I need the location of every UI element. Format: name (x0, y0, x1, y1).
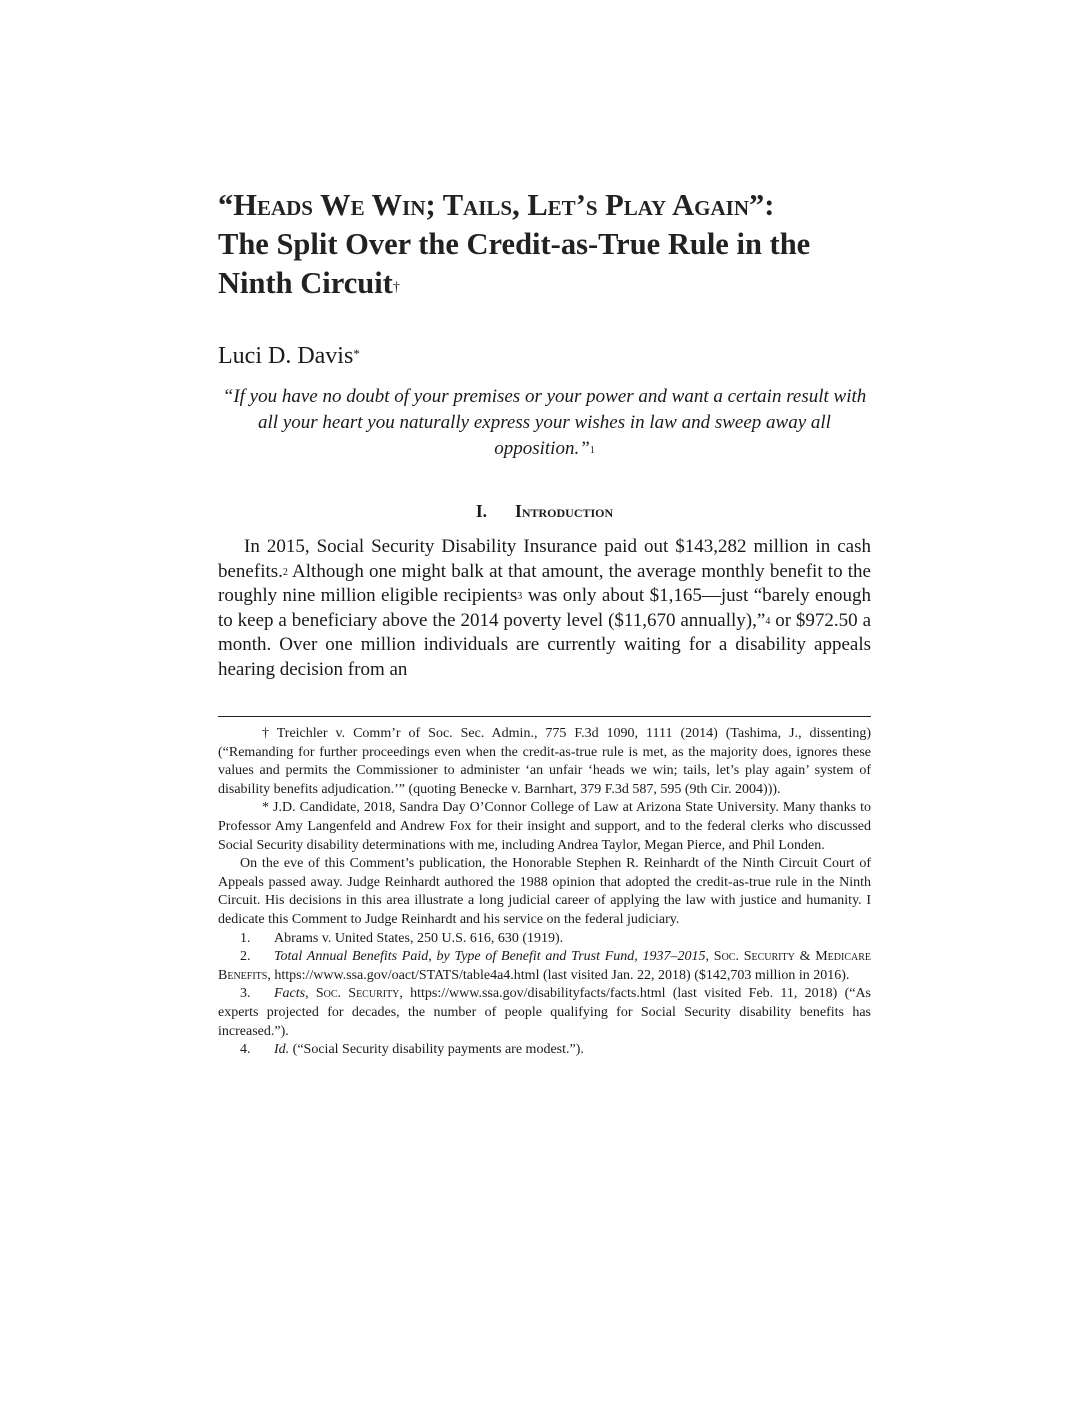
footnote-ref-4: 4 (765, 615, 771, 627)
body-text-1: In 2015, Social Security Disability Insurance paid out $143,282 million in cash benefits. (218, 536, 871, 582)
footnote-3-source: Soc. Security (315, 986, 400, 1002)
footnote-4 (218, 1041, 871, 1060)
title-line-3: Ninth Circuit (218, 266, 393, 300)
article-title (218, 186, 871, 303)
body-text-3: was only about $1,165—just “barely enough to keep a beneficiary above the 2014 poverty level ($11,670 annually),” (218, 585, 871, 631)
section-title: Introduction (515, 501, 614, 521)
body-paragraph (218, 535, 871, 683)
epigraph (218, 384, 871, 462)
footnotes (218, 725, 871, 1060)
footnote-2-text: , https://www.ssa.gov/oact/STATS/table4a4.html (last visited Jan. 22, 2018) ($142,703 million in 2016). (267, 967, 850, 983)
footnote-1 (218, 930, 871, 949)
body-text-2: Although one might balk at that amount, the average monthly benefit to the roughly nine million eligible recipients (218, 560, 871, 607)
title-line-1: “Heads We Win; Tails, Let’s Play Again”: (218, 188, 775, 222)
body-text-4: or $972.50 a month. Over one million individuals are currently waiting for a disability appeals hearing decision from an (218, 609, 872, 680)
title-footnote-mark: † (392, 280, 400, 295)
author-footnote-mark: * (353, 346, 360, 361)
footnote-star-continued: On the eve of this Comment’s publication, the Honorable Stephen R. Reinhardt of the Ninth Circuit Court of Appeals passed away. Judge Reinhardt authored the 1988 opinion that adopted the credit-as-true rule in the Ninth Circuit. His decisions in this area illustrate a long judicial career of applying the law with justice and humanity. I dedicate this Comment to Judge Reinhardt and his service on the federal judiciary. (218, 856, 871, 927)
footnote-2-source: Soc. Security & Medicare Benefits (218, 949, 871, 983)
footnote-4-id: Id. (274, 1042, 290, 1058)
footnote-star-mark: * (262, 800, 269, 816)
author-name: Luci D. Davis (218, 343, 354, 369)
epigraph-text: “If you have no doubt of your premises or your power and want a certain result with all your heart you naturally express your wishes in law and sweep away all opposition.” (222, 386, 867, 459)
footnote-1-text: Abrams v. United States, 250 U.S. 616, 630 (1919). (274, 930, 564, 946)
footnote-dagger-text: Treichler v. Comm’r of Soc. Sec. Admin., 775 F.3d 1090, 1111 (2014) (Tashima, J., dissenting) (“Remanding for further proceedings even when the credit-as-true rule is met, as the majority does, ignores these values and permits the Commissioner to administer ‘an unfair ‘heads we win; tails, let’s play again’ system of disability benefits adjudication.’” (quoting Benecke v. Barnhart, 379 F.3d 587, 595 (9th Cir. 2004))). (218, 726, 871, 797)
footnote-3-text: , https://www.ssa.gov/disabilityfacts/facts.html (last visited Feb. 11, 2018) (“As experts projected for decades, the number of people qualifying for Social Security disability benefits has increased.”). (218, 986, 871, 1039)
footnote-divider (218, 716, 871, 717)
footnote-4-text: (“Social Security disability payments are modest.”). (289, 1042, 584, 1058)
author-byline (218, 342, 360, 370)
footnote-3-number: 3. (240, 986, 251, 1002)
footnote-star-text: J.D. Candidate, 2018, Sandra Day O’Connor College of Law at Arizona State University. Many thanks to Professor Amy Langenfeld and Andrew Fox for their insight and support, and to the federal clerks who discussed Social Security disability determinations with me, including Andrea Taylor, Megan Pierce, and Phil Londen. (218, 800, 871, 853)
footnote-3-title: Facts (274, 986, 306, 1002)
footnote-2: 2. Total Annual Benefits Paid, by Type of Benefit and Trust Fund, 1937–2015, Soc. Security & Medicare Benefits, https://www.ssa.gov/oact/STATS/table4a4.html (last visited Jan. 22, 2018) ($142,703 million in 2016). (218, 949, 871, 983)
footnote-2-title: Total Annual Benefits Paid, by Type of Benefit and Trust Fund, 1937–2015 (274, 949, 706, 965)
footnote-ref-2: 2 (282, 566, 288, 578)
section-number: I. (475, 501, 488, 521)
footnote-star (218, 799, 871, 855)
epigraph-footnote-ref: 1 (589, 445, 595, 456)
title-line-2: The Split Over the Credit-as-True Rule in the (218, 227, 811, 261)
footnote-4-number: 4. (240, 1042, 251, 1058)
footnote-ref-3: 3 (517, 591, 523, 603)
footnote-2-number: 2. (240, 949, 251, 965)
section-heading (218, 500, 871, 522)
footnote-dagger-mark: † (262, 726, 269, 741)
footnote-1-number: 1. (240, 930, 251, 946)
footnote-dagger (218, 725, 871, 799)
footnote-3: 3. Facts, Soc. Security, https://www.ssa.gov/disabilityfacts/facts.html (last visited Feb. 11, 2018) (“As experts projected for decades, the number of people qualifying for Social Security disability benefits has increased.”). (218, 986, 871, 1039)
